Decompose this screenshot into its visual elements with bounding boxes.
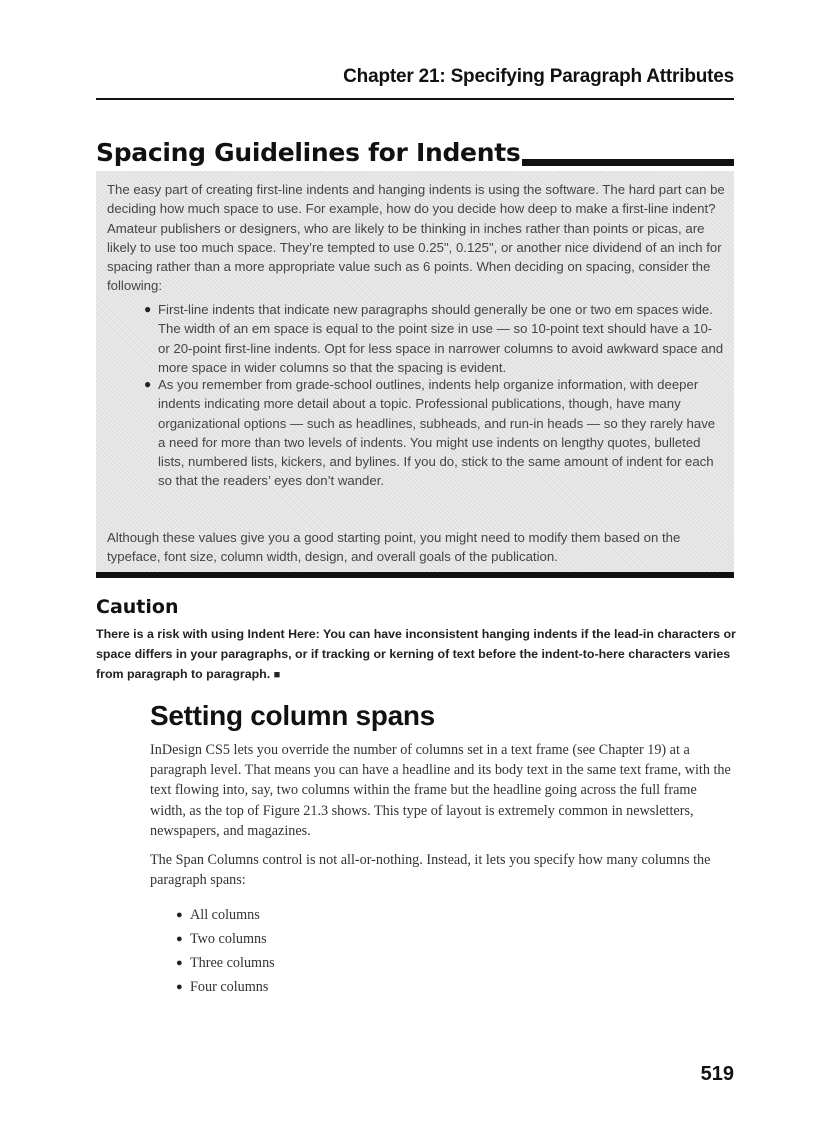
body-paragraph: The Span Columns control is not all-or-nothing. Instead, it lets you specify how many columns the paragraph spans: (150, 852, 711, 889)
sidebar-box (96, 171, 734, 578)
list-item (176, 951, 716, 975)
caution-text: There is a risk with using Indent Here: You can have inconsistent hanging indents if the lead-in characters or space differs in your paragraphs, or if tracking or kerning of text before the indent-to-here characters varies from paragraph to paragraph. (96, 627, 736, 681)
list-item-text: Two columns (190, 931, 267, 947)
bullet-icon: ● (144, 377, 152, 391)
header-rule (96, 98, 734, 100)
caution-heading: Caution (96, 596, 179, 618)
sidebar-bullet-list (144, 375, 724, 491)
list-item (144, 300, 724, 377)
running-header: Chapter 21: Specifying Paragraph Attributes (343, 66, 734, 87)
end-mark-icon: ■ (273, 669, 281, 681)
sidebar-bullet-text: As you remember from grade-school outlines, indents help organize information, with deeper indents indicating more detail about a topic. Professional publications, though, have many organizational options — such as headlines, subheads, and run-in heads — so they rarely have a need for more than two levels of indents. You might use indents on lengthy quotes, bulleted lists, numbered lists, kickers, and bylines. If you do, stick to the same amount of indent for each so that the readers’ eyes don’t wander. (158, 377, 716, 489)
sidebar-closing: Although these values give you a good starting point, you might need to modify them based on the typeface, font size, column width, design, and overall goals of the publication. (107, 530, 681, 565)
section-heading: Setting column spans (150, 700, 435, 731)
list-item (144, 375, 724, 491)
sidebar-intro: The easy part of creating first-line indents and hanging indents is using the software. The hard part can be deciding how much space to use. For example, how do you decide how deep to make a first-line indent? Amateur publishers or designers, who are likely to be thinking in inches rather than points or picas, are likely to use too much space. They’re tempted to use 0.25", 0.125", or another nice dividend of an inch for spacing rather than a more appropriate value such as 6 points. When deciding on spacing, consider the following: (107, 182, 725, 294)
bullet-icon: ● (176, 957, 183, 969)
list-item (176, 903, 716, 927)
list-item-text: Three columns (190, 955, 275, 971)
bullet-icon: ● (144, 302, 152, 316)
sidebar-bullet-list (144, 300, 724, 377)
bullet-icon: ● (176, 909, 183, 921)
list-item (176, 975, 716, 999)
sidebar-title-row (96, 138, 734, 170)
page-number: 519 (700, 1063, 734, 1085)
bullet-icon: ● (176, 981, 183, 993)
caution-body (96, 624, 736, 685)
list-item (176, 927, 716, 951)
body-paragraph: InDesign CS5 lets you override the number of columns set in a text frame (see Chapter 19) at a paragraph level. That means you can have a headline and its body text in the same text frame, with the text flowing into, say, two columns within the frame but the headline going across the full frame width, as the top of Figure 21.3 shows. This type of layout is extremely common in newsletters, newspapers, and magazines. (150, 742, 731, 839)
list-item-text: Four columns (190, 979, 269, 995)
sidebar-title: Spacing Guidelines for Indents (96, 138, 521, 167)
list-item-text: All columns (190, 907, 260, 923)
bullet-icon: ● (176, 933, 183, 945)
column-span-list (176, 903, 716, 999)
sidebar-bullet-text: First-line indents that indicate new paragraphs should generally be one or two em spaces wide. The width of an em space is equal to the point size in use — so 10-point text should have a 10- or 20-point first-line indents. Opt for less space in narrower columns to avoid awkward space and more space in wider columns so that the spacing is evident. (158, 302, 724, 375)
